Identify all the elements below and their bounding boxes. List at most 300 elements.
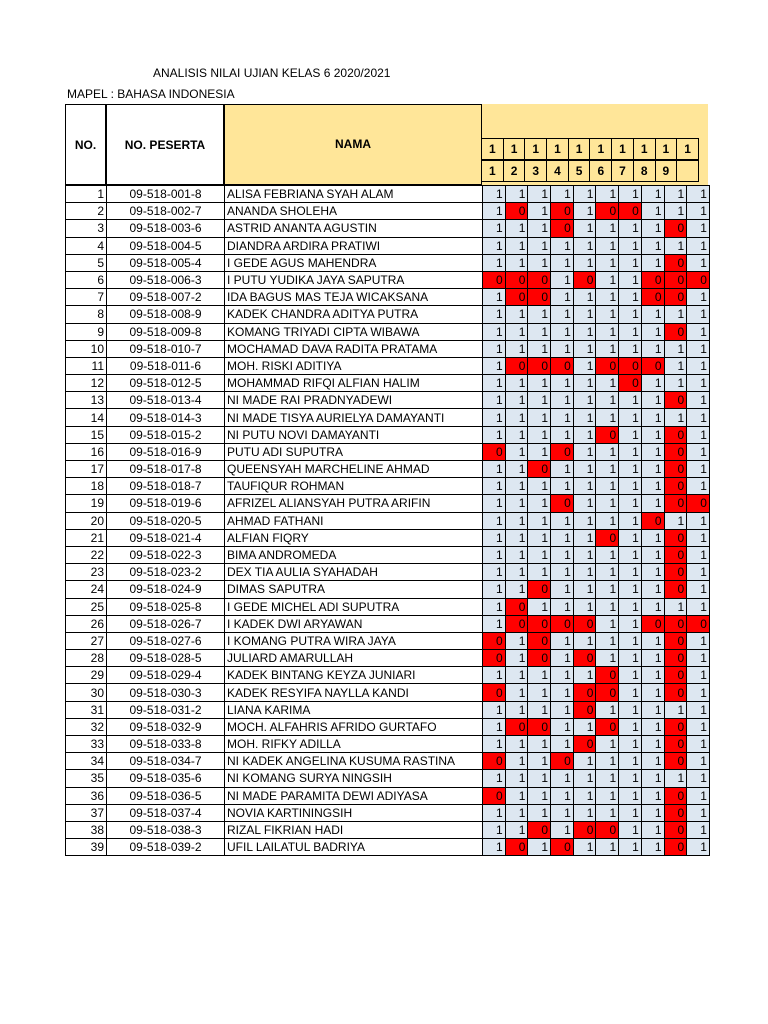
score-cell: 1	[528, 306, 551, 323]
participant-number: 09-518-022-3	[107, 546, 225, 563]
participant-number: 09-518-021-4	[107, 529, 225, 546]
score-cell: 1	[573, 495, 596, 512]
score-cell: 1	[483, 529, 506, 546]
row-number: 10	[66, 340, 107, 357]
table-row	[66, 839, 710, 856]
score-cell: 1	[619, 650, 642, 667]
score-cell: 1	[687, 650, 710, 667]
score-cell: 1	[664, 357, 687, 374]
score-cell: 0	[505, 598, 528, 615]
participant-number: 09-518-038-3	[107, 821, 225, 838]
score-cell: 1	[596, 546, 619, 563]
score-cell: 1	[483, 564, 506, 581]
score-cell: 1	[619, 564, 642, 581]
table-row	[66, 443, 710, 460]
score-cell: 1	[505, 701, 528, 718]
participant-number: 09-518-033-8	[107, 736, 225, 753]
score-cell: 1	[687, 839, 710, 856]
score-cell: 1	[687, 323, 710, 340]
score-cell: 1	[641, 804, 664, 821]
score-cell: 1	[573, 220, 596, 237]
score-cell: 1	[573, 426, 596, 443]
score-cell: 0	[528, 289, 551, 306]
student-name: I KOMANG PUTRA WIRA JAYA	[225, 632, 483, 649]
score-cell: 1	[641, 632, 664, 649]
participant-number: 09-518-010-7	[107, 340, 225, 357]
score-cell: 1	[505, 375, 528, 392]
student-name: NI MADE PARAMITA DEWI ADIYASA	[225, 787, 483, 804]
table-row	[66, 701, 710, 718]
score-cell: 1	[619, 392, 642, 409]
score-cell: 1	[505, 461, 528, 478]
table-row	[66, 478, 710, 495]
participant-number: 09-518-009-8	[107, 323, 225, 340]
score-cell: 1	[505, 254, 528, 271]
participant-number: 09-518-025-8	[107, 598, 225, 615]
row-number: 2	[66, 203, 107, 220]
score-cell: 1	[573, 375, 596, 392]
score-cell: 1	[573, 598, 596, 615]
participant-number: 09-518-034-7	[107, 753, 225, 770]
score-cell: 1	[687, 478, 710, 495]
score-cell: 0	[664, 323, 687, 340]
participant-number: 09-518-005-4	[107, 254, 225, 271]
score-cell: 0	[664, 821, 687, 838]
score-cell: 1	[687, 443, 710, 460]
score-cell: 1	[687, 684, 710, 701]
participant-number: 09-518-028-5	[107, 650, 225, 667]
score-cell: 1	[596, 615, 619, 632]
score-cell: 1	[573, 254, 596, 271]
score-cell: 1	[551, 632, 574, 649]
score-cell: 1	[505, 753, 528, 770]
score-cell: 1	[551, 667, 574, 684]
student-name: I KADEK DWI ARYAWAN	[225, 615, 483, 632]
score-cell: 1	[573, 529, 596, 546]
score-cell: 1	[528, 529, 551, 546]
score-cell: 1	[505, 684, 528, 701]
student-name: TAUFIQUR ROHMAN	[225, 478, 483, 495]
score-cell: 1	[551, 701, 574, 718]
participant-number: 09-518-012-5	[107, 375, 225, 392]
score-cell: 0	[505, 839, 528, 856]
score-cell: 1	[687, 701, 710, 718]
question-header-cell: 1	[503, 138, 526, 160]
score-cell: 1	[551, 186, 574, 203]
table-row	[66, 426, 710, 443]
score-cell: 1	[687, 409, 710, 426]
score-cell: 0	[641, 615, 664, 632]
score-cell: 1	[483, 821, 506, 838]
score-cell: 1	[528, 684, 551, 701]
row-number: 21	[66, 529, 107, 546]
score-cell: 1	[641, 409, 664, 426]
score-cell: 0	[551, 357, 574, 374]
score-cell: 1	[551, 461, 574, 478]
score-cell: 1	[596, 598, 619, 615]
score-cell: 1	[573, 667, 596, 684]
score-cell: 1	[641, 340, 664, 357]
score-cell: 1	[573, 306, 596, 323]
student-name: I PUTU YUDIKA JAYA SAPUTRA	[225, 271, 483, 288]
score-cell: 0	[505, 357, 528, 374]
score-cell: 1	[573, 839, 596, 856]
score-cell: 1	[619, 289, 642, 306]
score-cell: 0	[551, 443, 574, 460]
score-cell: 0	[528, 615, 551, 632]
score-cell: 1	[483, 392, 506, 409]
student-name: QUEENSYAH MARCHELINE AHMAD	[225, 461, 483, 478]
score-cell: 1	[687, 306, 710, 323]
score-cell: 0	[573, 701, 596, 718]
table-row	[66, 615, 710, 632]
table-row	[66, 203, 710, 220]
score-cell: 1	[687, 220, 710, 237]
score-cell: 1	[573, 203, 596, 220]
score-cell: 1	[619, 529, 642, 546]
row-number: 24	[66, 581, 107, 598]
score-cell: 1	[596, 375, 619, 392]
score-cell: 1	[619, 237, 642, 254]
score-cell: 1	[505, 340, 528, 357]
score-cell: 1	[687, 529, 710, 546]
score-cell: 0	[664, 495, 687, 512]
score-cell: 1	[641, 220, 664, 237]
participant-number: 09-518-002-7	[107, 203, 225, 220]
question-header-cell: 5	[568, 160, 591, 182]
student-name: ANANDA SHOLEHA	[225, 203, 483, 220]
question-header-cell: 1	[633, 138, 656, 160]
score-cell: 0	[596, 684, 619, 701]
score-cell: 0	[664, 529, 687, 546]
score-cell: 0	[596, 203, 619, 220]
score-cell: 0	[641, 512, 664, 529]
score-cell: 1	[528, 323, 551, 340]
table-row	[66, 564, 710, 581]
score-cell: 1	[641, 323, 664, 340]
row-number: 6	[66, 271, 107, 288]
score-cell: 1	[573, 478, 596, 495]
score-cell: 1	[505, 323, 528, 340]
score-cell: 1	[619, 701, 642, 718]
score-cell: 1	[664, 340, 687, 357]
row-number: 37	[66, 804, 107, 821]
score-cell: 1	[528, 392, 551, 409]
score-cell: 1	[573, 443, 596, 460]
student-name: MOCHAMAD DAVA RADITA PRATAMA	[225, 340, 483, 357]
row-number: 39	[66, 839, 107, 856]
participant-number: 09-518-036-5	[107, 787, 225, 804]
score-cell: 0	[505, 718, 528, 735]
table-row	[66, 392, 710, 409]
score-cell: 0	[664, 564, 687, 581]
question-header-cell: 1	[481, 138, 504, 160]
score-cell: 1	[687, 736, 710, 753]
score-cell: 1	[619, 804, 642, 821]
row-number: 35	[66, 770, 107, 787]
student-name: ALISA FEBRIANA SYAH ALAM	[225, 186, 483, 203]
score-cell: 0	[528, 461, 551, 478]
score-cell: 1	[664, 598, 687, 615]
question-header-cell: 2	[503, 160, 526, 182]
score-cell: 1	[596, 186, 619, 203]
score-cell: 0	[573, 821, 596, 838]
score-cell: 0	[687, 495, 710, 512]
score-cell: 1	[596, 770, 619, 787]
table-row	[66, 409, 710, 426]
score-cell: 1	[528, 375, 551, 392]
participant-number: 09-518-016-9	[107, 443, 225, 460]
score-cell: 1	[528, 787, 551, 804]
score-cell: 0	[596, 357, 619, 374]
score-cell: 1	[551, 684, 574, 701]
score-cell: 1	[505, 220, 528, 237]
score-cell: 1	[505, 409, 528, 426]
student-name: NI PUTU NOVI DAMAYANTI	[225, 426, 483, 443]
score-cell: 1	[505, 478, 528, 495]
score-cell: 1	[619, 598, 642, 615]
student-name: UFIL LAILATUL BADRIYA	[225, 839, 483, 856]
student-name: I GEDE MICHEL ADI SUPUTRA	[225, 598, 483, 615]
score-cell: 1	[619, 512, 642, 529]
score-cell: 1	[528, 598, 551, 615]
score-cell: 1	[483, 512, 506, 529]
score-cell: 1	[619, 323, 642, 340]
score-cell: 1	[551, 581, 574, 598]
score-cell: 1	[483, 306, 506, 323]
participant-number: 09-518-003-6	[107, 220, 225, 237]
score-cell: 1	[528, 804, 551, 821]
score-cell: 1	[687, 804, 710, 821]
score-cell: 0	[573, 736, 596, 753]
score-cell: 1	[641, 254, 664, 271]
score-cell: 0	[596, 667, 619, 684]
score-cell: 1	[573, 357, 596, 374]
score-cell: 0	[664, 478, 687, 495]
score-cell: 1	[596, 632, 619, 649]
score-cell: 1	[687, 186, 710, 203]
score-cell: 1	[596, 650, 619, 667]
score-cell: 0	[551, 839, 574, 856]
score-cell: 1	[505, 495, 528, 512]
score-cell: 1	[551, 787, 574, 804]
student-name: LIANA KARIMA	[225, 701, 483, 718]
score-cell: 1	[483, 615, 506, 632]
score-cell: 1	[687, 632, 710, 649]
score-cell: 1	[641, 581, 664, 598]
row-number: 32	[66, 718, 107, 735]
score-cell: 1	[687, 237, 710, 254]
score-cell: 1	[619, 753, 642, 770]
table-row	[66, 375, 710, 392]
participant-number: 09-518-004-5	[107, 237, 225, 254]
score-cell: 0	[664, 546, 687, 563]
score-cell: 1	[528, 203, 551, 220]
score-cell: 0	[619, 203, 642, 220]
score-cell: 1	[573, 787, 596, 804]
score-cell: 0	[664, 615, 687, 632]
score-cell: 0	[528, 632, 551, 649]
student-name: DEX TIA AULIA SYAHADAH	[225, 564, 483, 581]
subject-label: MAPEL : BAHASA INDONESIA	[67, 87, 235, 101]
score-cell: 1	[483, 289, 506, 306]
score-cell: 0	[551, 615, 574, 632]
score-cell: 1	[641, 684, 664, 701]
row-number: 34	[66, 753, 107, 770]
score-cell: 1	[664, 203, 687, 220]
row-number: 18	[66, 478, 107, 495]
score-cell: 1	[596, 323, 619, 340]
score-cell: 1	[641, 753, 664, 770]
score-cell: 1	[483, 254, 506, 271]
row-number: 9	[66, 323, 107, 340]
participant-number: 09-518-023-2	[107, 564, 225, 581]
header-no: NO.	[65, 104, 106, 185]
participant-number: 09-518-011-6	[107, 357, 225, 374]
score-cell: 1	[641, 392, 664, 409]
score-cell: 0	[528, 271, 551, 288]
score-cell: 1	[573, 186, 596, 203]
score-cell: 0	[505, 289, 528, 306]
score-cell: 0	[528, 650, 551, 667]
score-cell: 1	[596, 289, 619, 306]
score-cell: 1	[528, 736, 551, 753]
row-number: 12	[66, 375, 107, 392]
row-number: 3	[66, 220, 107, 237]
score-cell: 0	[664, 753, 687, 770]
score-cell: 1	[505, 426, 528, 443]
score-cell: 1	[573, 461, 596, 478]
score-cell: 0	[505, 203, 528, 220]
student-name: MOCH. ALFAHRIS AFRIDO GURTAFO	[225, 718, 483, 735]
participant-number: 09-518-014-3	[107, 409, 225, 426]
participant-number: 09-518-013-4	[107, 392, 225, 409]
table-row	[66, 306, 710, 323]
score-cell: 1	[687, 426, 710, 443]
score-cell: 1	[483, 220, 506, 237]
score-cell: 0	[664, 271, 687, 288]
score-cell: 1	[483, 598, 506, 615]
score-cell: 1	[641, 443, 664, 460]
score-cell: 1	[551, 804, 574, 821]
participant-number: 09-518-029-4	[107, 667, 225, 684]
score-cell: 1	[573, 512, 596, 529]
score-cell: 1	[528, 186, 551, 203]
row-number: 8	[66, 306, 107, 323]
score-cell: 1	[483, 203, 506, 220]
row-number: 4	[66, 237, 107, 254]
student-name: ASTRID ANANTA AGUSTIN	[225, 220, 483, 237]
row-number: 25	[66, 598, 107, 615]
row-number: 20	[66, 512, 107, 529]
score-cell: 1	[596, 271, 619, 288]
score-cell: 0	[664, 426, 687, 443]
score-cell: 1	[596, 495, 619, 512]
score-cell: 1	[573, 581, 596, 598]
score-cell: 1	[687, 770, 710, 787]
table-row	[66, 598, 710, 615]
score-cell: 1	[596, 237, 619, 254]
table-row	[66, 770, 710, 787]
score-cell: 1	[596, 787, 619, 804]
score-cell: 0	[551, 203, 574, 220]
score-cell: 1	[551, 512, 574, 529]
score-cell: 1	[641, 237, 664, 254]
score-cell: 1	[641, 839, 664, 856]
row-number: 5	[66, 254, 107, 271]
score-cell: 0	[528, 581, 551, 598]
row-number: 29	[66, 667, 107, 684]
score-cell: 1	[641, 667, 664, 684]
score-cell: 1	[551, 770, 574, 787]
student-name: I GEDE AGUS MAHENDRA	[225, 254, 483, 271]
score-cell: 1	[505, 770, 528, 787]
student-name: KADEK CHANDRA ADITYA PUTRA	[225, 306, 483, 323]
question-header-cell: 1	[611, 138, 634, 160]
participant-number: 09-518-024-9	[107, 581, 225, 598]
score-cell: 1	[551, 736, 574, 753]
student-name: AFRIZEL ALIANSYAH PUTRA ARIFIN	[225, 495, 483, 512]
score-cell: 1	[505, 306, 528, 323]
score-cell: 1	[641, 461, 664, 478]
table-row	[66, 271, 710, 288]
question-header-row-2	[481, 160, 699, 182]
score-cell: 1	[483, 667, 506, 684]
score-cell: 1	[619, 632, 642, 649]
table-row	[66, 632, 710, 649]
score-cell: 1	[619, 736, 642, 753]
score-cell: 1	[596, 839, 619, 856]
score-cell: 0	[664, 839, 687, 856]
score-cell: 1	[483, 323, 506, 340]
score-cell: 1	[528, 753, 551, 770]
score-cell: 1	[483, 357, 506, 374]
row-number: 36	[66, 787, 107, 804]
question-header-row-1	[481, 138, 699, 160]
score-cell: 1	[505, 581, 528, 598]
score-cell: 1	[596, 736, 619, 753]
score-cell: 0	[664, 787, 687, 804]
score-cell: 1	[619, 615, 642, 632]
score-cell: 1	[483, 426, 506, 443]
score-cell: 0	[664, 220, 687, 237]
score-cell: 1	[687, 564, 710, 581]
score-cell: 1	[641, 770, 664, 787]
table-row	[66, 323, 710, 340]
student-name: MOHAMMAD RIFQI ALFIAN HALIM	[225, 375, 483, 392]
score-cell: 0	[664, 254, 687, 271]
question-header-cell: 1	[655, 138, 678, 160]
participant-number: 09-518-032-9	[107, 718, 225, 735]
score-cell: 0	[551, 495, 574, 512]
student-name: DIANDRA ARDIRA PRATIWI	[225, 237, 483, 254]
score-cell: 1	[596, 512, 619, 529]
table-row	[66, 220, 710, 237]
score-cell: 1	[619, 770, 642, 787]
score-cell: 1	[505, 546, 528, 563]
table-row	[66, 289, 710, 306]
score-cell: 1	[528, 409, 551, 426]
row-number: 16	[66, 443, 107, 460]
table-row	[66, 357, 710, 374]
score-cell: 1	[619, 667, 642, 684]
score-cell: 1	[483, 186, 506, 203]
score-cell: 1	[596, 409, 619, 426]
score-cell: 1	[596, 581, 619, 598]
score-cell: 1	[551, 271, 574, 288]
row-number: 33	[66, 736, 107, 753]
score-cell: 1	[528, 667, 551, 684]
